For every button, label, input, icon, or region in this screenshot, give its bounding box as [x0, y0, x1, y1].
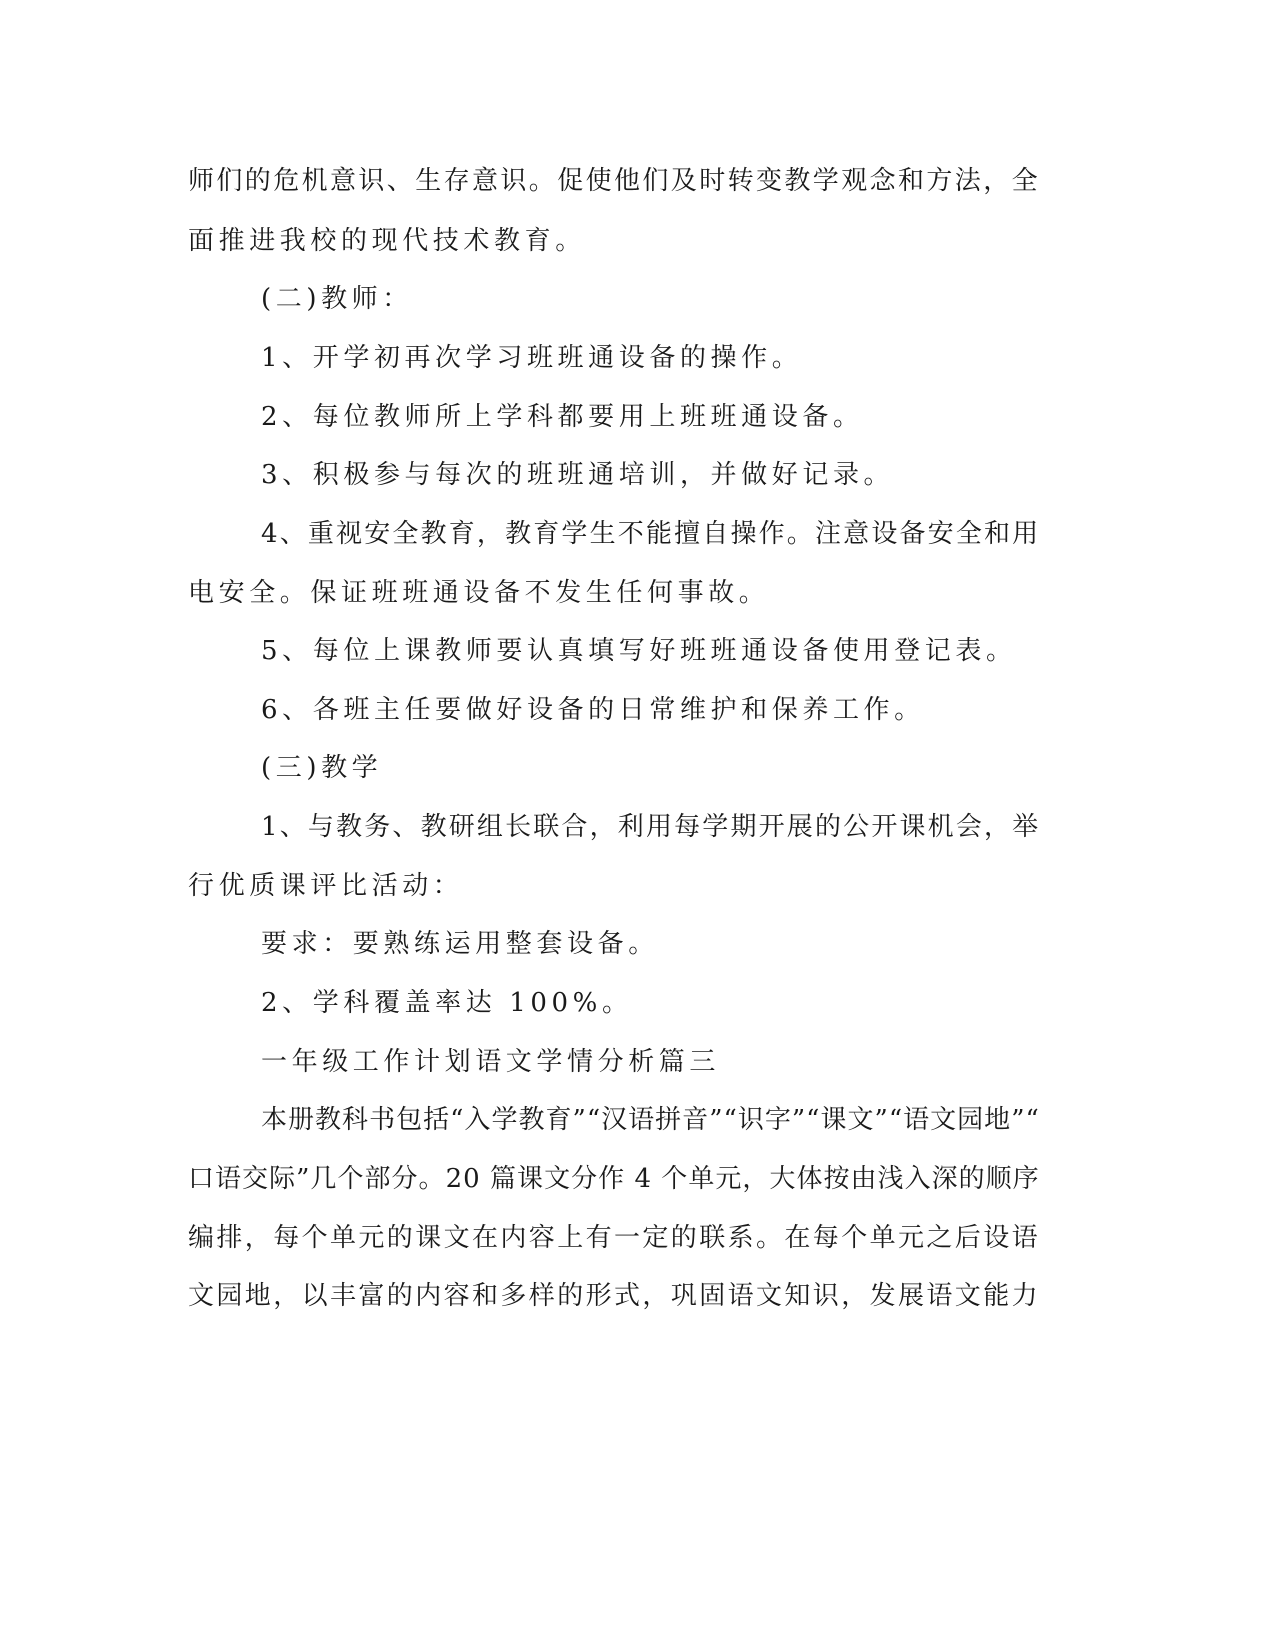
- list-item: 1、开学初再次学习班班通设备的操作。: [261, 343, 803, 373]
- body-line: 口语交际”几个部分。20 篇课文分作 4 个单元，大体按由浅入深的顺序: [188, 1164, 1040, 1194]
- list-item: 4、重视安全教育，教育学生不能擅自操作。注意设备安全和用: [261, 519, 1041, 549]
- list-item: 2、学科覆盖率达 100%。: [261, 988, 633, 1018]
- list-item: 2、每位教师所上学科都要用上班班通设备。: [261, 402, 864, 432]
- list-item: 1、与教务、教研组长联合，利用每学期开展的公开课机会，举: [261, 812, 1041, 842]
- list-item: 3、积极参与每次的班班通培训，并做好记录。: [261, 460, 895, 490]
- body-line: 师们的危机意识、生存意识。促使他们及时转变教学观念和方法，全: [188, 166, 1041, 196]
- body-line: 文园地，以丰富的内容和多样的形式，巩固语文知识，发展语文能力: [188, 1281, 1041, 1311]
- body-line: 面推进我校的现代技术教育。: [188, 226, 586, 256]
- section-title: 一年级工作计划语文学情分析篇三: [261, 1047, 721, 1077]
- body-line: 本册教科书包括“入学教育”“汉语拼音”“识字”“课文”“语文园地”“: [261, 1105, 1040, 1135]
- section-heading: (二)教师：: [261, 284, 413, 314]
- list-item: 6、各班主任要做好设备的日常维护和保养工作。: [261, 695, 925, 725]
- body-line: 电安全。保证班班通设备不发生任何事故。: [188, 578, 770, 608]
- body-line: 编排，每个单元的课文在内容上有一定的联系。在每个单元之后设语: [188, 1223, 1041, 1253]
- section-heading: (三)教学: [261, 753, 383, 783]
- list-item: 5、每位上课教师要认真填写好班班通设备使用登记表。: [261, 636, 1017, 666]
- body-line: 行优质课评比活动：: [188, 871, 464, 901]
- body-line: 要求：要熟练运用整套设备。: [261, 929, 659, 959]
